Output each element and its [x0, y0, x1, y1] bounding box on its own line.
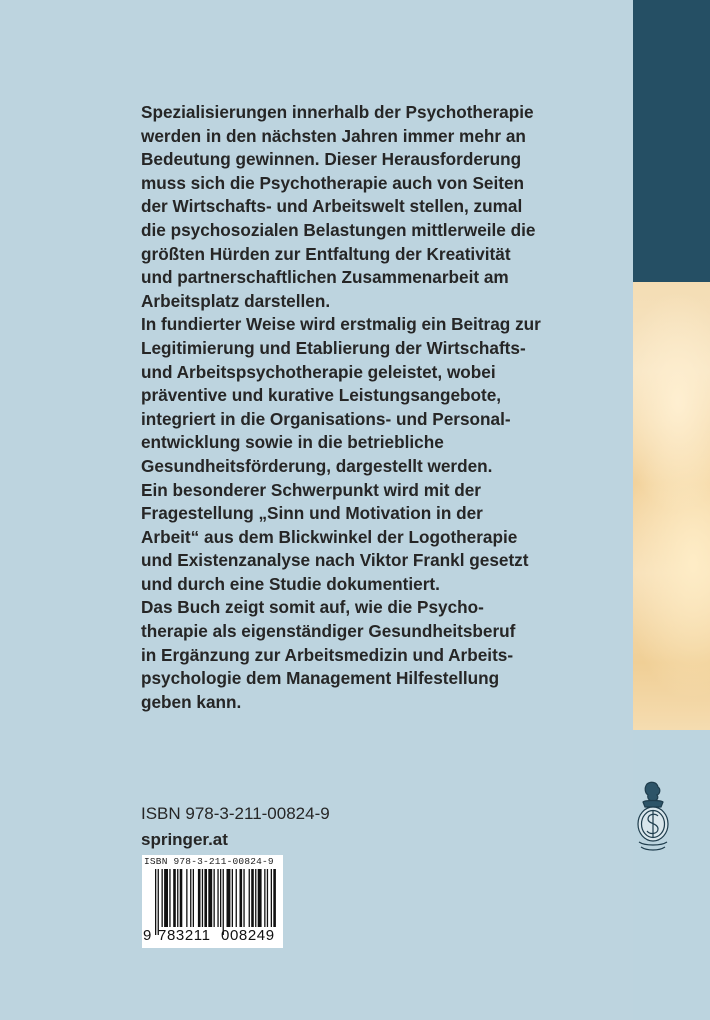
barcode-bar	[251, 869, 254, 927]
blurb-line: und partnerschaftlichen Zusammenarbeit am	[141, 267, 509, 288]
springer-logo	[631, 780, 675, 854]
blurb-line: Fragestellung „Sinn und Motivation in der	[141, 503, 483, 524]
barcode-bar	[155, 869, 156, 935]
barcode-bar	[255, 869, 256, 927]
blurb-line: größten Hürden zur Entfaltung der Kreativität	[141, 243, 511, 264]
barcode-bar	[202, 869, 203, 927]
blurb-line: in Ergänzung zur Arbeitsmedizin und Arbeits-	[141, 644, 514, 665]
accent-strip-light	[633, 730, 710, 1020]
barcode-bar	[217, 869, 218, 927]
barcode-bar	[204, 869, 207, 927]
blurb-line: geben kann.	[141, 691, 242, 712]
barcode-bar	[169, 869, 170, 927]
springer-knight-icon	[631, 780, 675, 854]
barcode-bar	[220, 869, 221, 927]
barcode-bar	[232, 869, 233, 927]
blurb-line: und durch eine Studie dokumentiert.	[141, 573, 440, 594]
barcode-first-digit: 9	[143, 927, 152, 944]
barcode-left-group: 783211	[158, 927, 211, 944]
back-cover-blurb	[141, 101, 566, 714]
barcode-bar	[240, 869, 243, 927]
barcode-bar	[267, 869, 268, 927]
blurb-line: In fundierter Weise wird erstmalig ein Beitrag zur	[141, 314, 541, 335]
blurb-line: entwicklung sowie in die betriebliche	[141, 432, 444, 453]
blurb-line: Arbeitsplatz darstellen.	[141, 290, 331, 311]
barcode-right-group: 008249	[221, 927, 275, 944]
barcode-digits	[142, 927, 283, 947]
barcode-bar	[243, 869, 244, 927]
blurb-line: werden in den nächsten Jahren immer mehr an	[141, 125, 526, 146]
barcode-bar	[214, 869, 215, 927]
blurb-line: Arbeit“ aus dem Blickwinkel der Logotherapie	[141, 526, 518, 547]
barcode-bar	[180, 869, 183, 927]
blurb-line: Legitimierung und Etablierung der Wirtschafts-	[141, 337, 526, 358]
barcode-bar	[236, 869, 237, 927]
barcode-bar	[258, 869, 262, 927]
barcode-bar	[177, 869, 178, 927]
barcode-bar	[186, 869, 187, 927]
barcode-bar	[164, 869, 168, 927]
accent-strip-dark	[633, 0, 710, 282]
blurb-line: Ein besonderer Schwerpunkt wird mit der	[141, 479, 481, 500]
blurb-line: die psychosozialen Belastungen mittlerweile die	[141, 219, 536, 240]
barcode-bar	[158, 869, 159, 935]
blurb-line: und Existenzanalyse nach Viktor Frankl gesetzt	[141, 550, 529, 571]
blurb-line: muss sich die Psychotherapie auch von Seiten	[141, 172, 525, 193]
barcode-bar	[173, 869, 176, 927]
barcode-bar	[271, 869, 272, 927]
accent-strip-image	[633, 282, 710, 730]
isbn-label: ISBN 978-3-211-00824-9	[141, 804, 330, 823]
barcode-bar	[162, 869, 163, 927]
barcode-bar	[249, 869, 250, 927]
barcode-bar	[227, 869, 231, 927]
blurb-line: Spezialisierungen innerhalb der Psychotherapie	[141, 102, 534, 122]
blurb-line: Bedeutung gewinnen. Dieser Herausforderung	[141, 149, 522, 170]
blurb-line: Das Buch zeigt somit auf, wie die Psycho-	[141, 597, 484, 618]
barcode-bar	[193, 869, 194, 927]
barcode-bar	[273, 869, 276, 927]
blurb-line: und Arbeitspsychotherapie geleistet, wobei	[141, 361, 496, 382]
blurb-line: integriert in die Organisations- und Personal-	[141, 408, 511, 429]
barcode-bar	[264, 869, 265, 927]
blurb-line: präventive und kurative Leistungsangebote,	[141, 385, 502, 406]
blurb-line: Gesundheitsförderung, dargestellt werden.	[141, 455, 493, 476]
barcode-bar	[208, 869, 212, 927]
barcode-bar	[190, 869, 191, 927]
barcode-bar	[223, 869, 224, 935]
blurb-line: der Wirtschafts- und Arbeitswelt stellen, zumal	[141, 196, 523, 217]
barcode-bar	[198, 869, 201, 927]
blurb-line: psychologie dem Management Hilfestellung	[141, 668, 500, 689]
barcode	[142, 855, 283, 948]
barcode-isbn-text: ISBN 978-3-211-00824-9	[144, 856, 274, 867]
publisher-url: springer.at	[141, 830, 228, 849]
blurb-line: therapie als eigenständiger Gesundheitsberuf	[141, 621, 516, 642]
